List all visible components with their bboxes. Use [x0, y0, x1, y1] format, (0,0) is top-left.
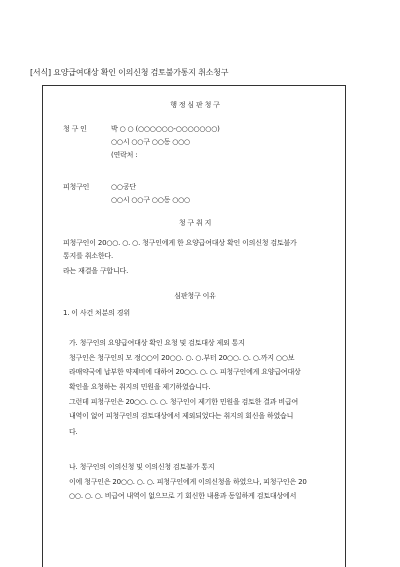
- paragraph-line: 확인을 요청하는 취지의 민원을 제기하였습니다.: [69, 383, 211, 391]
- document-title: 행 정 심 판 청 구: [170, 101, 220, 109]
- claimant-name: 박 ○ ○ (○○○○○○-○○○○○○○): [111, 125, 220, 133]
- paragraph-line: 라매약국에 납부한 약제비에 대하여 20○○. ○. ○. 피청구인에게 요양급여대상: [69, 368, 301, 376]
- document-form-header: [서식] 요양급여대상 확인 이의신청 검토불가통지 취소청구: [30, 68, 229, 77]
- section-heading: 1. 이 사건 처분의 경위: [63, 309, 130, 317]
- paragraph-line: ○○. ○. ○. 비급여 내역이 없으므로 기 회신한 내용과 동일하게 검토대상에서: [69, 492, 297, 500]
- subsection-heading: 나. 청구인의 이의신청 및 이의신청 검토불가 통지: [69, 463, 215, 471]
- paragraph-line: 이에 청구인은 20○○. ○. ○. 피청구인에게 이의신청을 하였으나, 피청구인은 20: [69, 478, 307, 486]
- document-frame: [42, 85, 346, 567]
- respondent-name: ○○공단: [111, 183, 136, 191]
- paragraph-line: 내역이 없어 피청구인의 검토대상에서 제외되었다는 취지의 회신을 하였습니: [69, 412, 294, 420]
- purpose-heading: 청 구 취 지: [178, 219, 212, 227]
- subsection-heading: 가. 청구인의 요양급여대상 확인 요청 및 검토대상 제외 통지: [69, 339, 245, 347]
- claimant-address: ○○시 ○○구 ○○동 ○○○: [111, 138, 190, 146]
- reasons-heading: 심판청구 이유: [174, 292, 216, 300]
- paragraph-line: 그런데 피청구인은 20○○. ○. ○. 청구인이 제기한 민원을 검토한 결과 비급여: [69, 398, 299, 406]
- respondent-address: ○○시 ○○구 ○○동 ○○○: [111, 196, 190, 204]
- paragraph-line: 다.: [69, 428, 78, 436]
- purpose-line: 피청구인이 20○○. ○. ○. 청구인에게 한 요양급여대상 확인 이의신청 검토불가: [63, 239, 297, 247]
- purpose-line: 라는 재결을 구합니다.: [63, 267, 129, 275]
- claimant-label: 청 구 인: [63, 125, 87, 133]
- purpose-line: 통지를 취소한다.: [63, 252, 113, 260]
- paragraph-line: 청구인은 청구인의 모 정○○이 20○○. ○. ○.부터 20○○. ○. ○.까지 ○○보: [69, 354, 295, 362]
- claimant-phone: (연락처 :: [111, 151, 138, 159]
- respondent-label: 피청구인: [63, 183, 90, 191]
